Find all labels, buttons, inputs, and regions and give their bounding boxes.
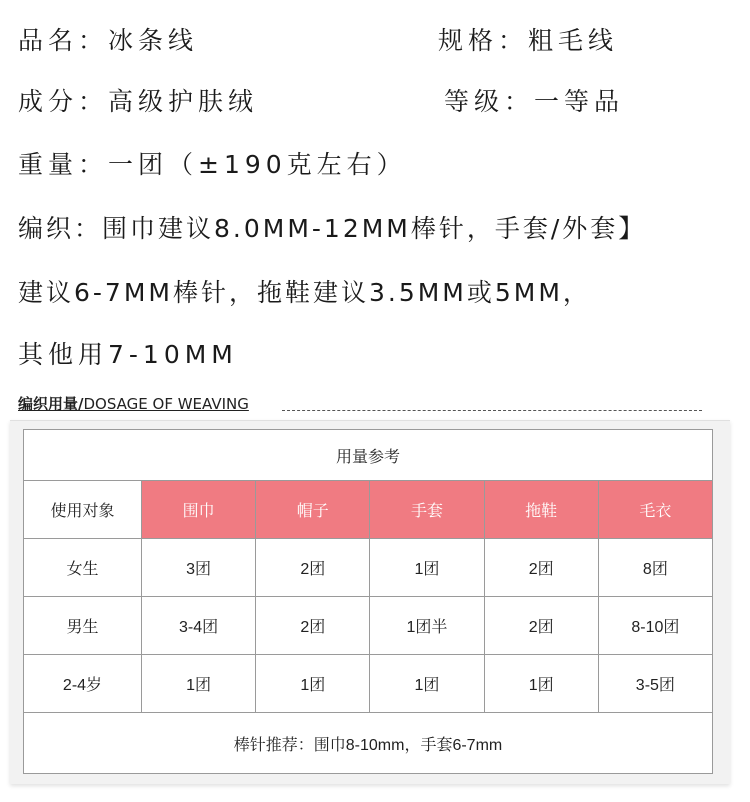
table-cell: 8团: [598, 539, 712, 597]
table-cell: 2团: [256, 539, 370, 597]
column-header-gloves: 手套: [370, 481, 484, 539]
row-label: 女生: [24, 539, 142, 597]
row-header-label: 使用对象: [24, 481, 142, 539]
usage-table-title: 用量参考: [24, 430, 713, 481]
column-header-scarf: 围巾: [142, 481, 256, 539]
knitting-line-3: 其他用7-10MM: [18, 340, 238, 369]
table-cell: 1团: [484, 655, 598, 713]
table-cell: 1团: [370, 655, 484, 713]
table-cell: 2团: [484, 597, 598, 655]
needle-recommendation-note: 棒针推荐：围巾8-10mm，手套6-7mm: [24, 713, 713, 774]
table-cell: 3-5团: [598, 655, 712, 713]
table-cell: 1团: [142, 655, 256, 713]
table-header-row: [24, 481, 713, 539]
spec-line: 规格：粗毛线: [438, 26, 619, 55]
weight-line: 重量：一团（±190克左右）: [18, 150, 407, 179]
usage-table-frame: [10, 420, 730, 784]
table-cell: 3团: [142, 539, 256, 597]
table-cell: 2团: [256, 597, 370, 655]
grade-line: 等级：一等品: [444, 87, 625, 116]
table-cell: 8-10团: [598, 597, 712, 655]
column-header-hat: 帽子: [256, 481, 370, 539]
composition-line: 成分：高级护肤绒: [18, 87, 259, 116]
table-cell: 3-4团: [142, 597, 256, 655]
usage-table: [23, 429, 713, 774]
row-label: 男生: [24, 597, 142, 655]
row-label: 2-4岁: [24, 655, 142, 713]
product-name-line: 品名：冰条线: [18, 26, 199, 55]
section-heading-en: DOSAGE OF WEAVING: [83, 395, 249, 413]
column-header-slippers: 拖鞋: [484, 481, 598, 539]
table-cell: 1团: [370, 539, 484, 597]
table-cell: 1团: [256, 655, 370, 713]
table-cell: 1团半: [370, 597, 484, 655]
table-row: [24, 597, 713, 655]
knitting-line-1: 编织：围巾建议8.0MM-12MM棒针，手套/外套】: [18, 214, 647, 243]
knitting-line-2: 建议6-7MM棒针，拖鞋建议3.5MM或5MM，: [18, 278, 591, 307]
table-cell: 2团: [484, 539, 598, 597]
column-header-sweater: 毛衣: [598, 481, 712, 539]
table-row: [24, 655, 713, 713]
section-heading: [18, 393, 249, 414]
table-row: [24, 539, 713, 597]
section-heading-cn: 编织用量/: [18, 395, 84, 413]
dashed-divider: [282, 410, 702, 411]
